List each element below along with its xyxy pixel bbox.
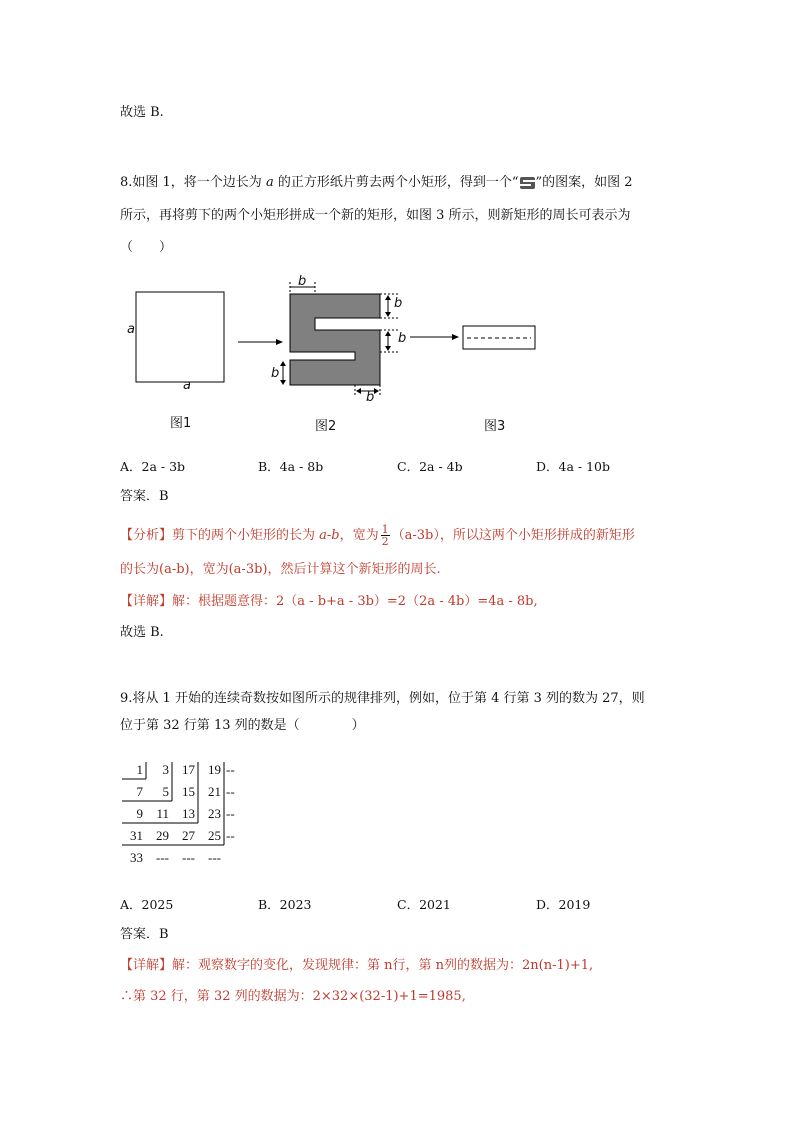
analysis-text-d: （a-3b），所以这两个小矩形拼成的新矩形 xyxy=(391,528,635,543)
q9-option-d: D．2019 xyxy=(536,897,591,912)
q8-answer-text: 答案．B xyxy=(120,489,169,504)
q8-answer xyxy=(120,488,169,506)
q9-option-b: B．2023 xyxy=(258,897,312,912)
grid-cell: 11 xyxy=(156,806,169,821)
grid-cell: 9 xyxy=(136,806,143,821)
fig2-b-top: b xyxy=(298,274,307,289)
previous-conclusion: 故选 B. xyxy=(120,105,164,120)
fig2-b-right-upper: b xyxy=(394,296,403,311)
grid-cell: --- xyxy=(156,850,169,865)
q9-detail xyxy=(120,957,593,975)
q8-detail xyxy=(120,593,538,611)
dim-arrowhead xyxy=(374,388,379,394)
q8-option-c: C．2a - 4b xyxy=(397,459,463,474)
q9-detail-text: 解：观察数字的变化，发现规律：第 n行，第 n列的数据为：2n(n-1)+1, xyxy=(172,958,594,973)
fraction-one-half xyxy=(381,524,390,547)
analysis-text-a: 剪下的两个小矩形的长为 xyxy=(172,528,320,543)
q8-text-b: 的正方形纸片剪去两个小矩形，得到一个“ xyxy=(273,175,519,190)
q9-line-2: 位于第 32 行第 13 列的数是（ ） xyxy=(120,718,365,733)
grid-cell: 27 xyxy=(182,828,195,843)
grid-cell: -- xyxy=(226,784,235,799)
grid-cell: 25 xyxy=(208,828,221,843)
grid-cell: 3 xyxy=(162,762,169,777)
fig3-label: 图3 xyxy=(484,419,506,434)
q8-conclusion: 故选 B. xyxy=(120,625,164,640)
q8-option-a: A．2a - 3b xyxy=(120,459,186,474)
q8-analysis-tag: 【分析】 xyxy=(120,528,173,543)
q9-option-a: A．2025 xyxy=(120,897,174,912)
grid-cell: 19 xyxy=(208,762,221,777)
grid-cell: -- xyxy=(226,762,235,777)
grid-cell: 31 xyxy=(130,828,143,843)
fig1-square xyxy=(136,292,224,382)
q9-option-c: C．2021 xyxy=(397,897,451,912)
q9-answer: 答案．B xyxy=(120,927,169,942)
q8-var-a: a xyxy=(265,175,274,190)
grid-cell: 33 xyxy=(130,850,143,865)
grid-cell: 15 xyxy=(182,784,195,799)
q8-analysis-line-1 xyxy=(120,524,635,547)
dim-arrowhead xyxy=(385,312,391,317)
fig2-label: 图2 xyxy=(315,419,337,434)
grid-cell: 29 xyxy=(156,828,169,843)
grid-cell: -- xyxy=(226,806,235,821)
grid-cell: 1 xyxy=(136,762,143,777)
frac-num: 1 xyxy=(381,523,389,536)
q8-option-b: B．4a - 8b xyxy=(258,459,324,474)
fig2-s-shape xyxy=(290,294,380,385)
dim-arrowhead xyxy=(356,388,361,394)
q9-detail-tag: 【详解】 xyxy=(120,958,173,973)
analysis-text-b: a-b xyxy=(319,528,340,543)
q8-text-c: ”的图案，如图 2 xyxy=(535,175,633,190)
fig2-b-right-lower: b xyxy=(398,331,407,346)
fig1-label: 图1 xyxy=(170,416,192,431)
grid-cell: 23 xyxy=(208,806,221,821)
grid-cell: --- xyxy=(182,850,195,865)
q8-analysis-line-2: 的长为(a-b)，宽为(a-3b)，然后计算这个新矩形的周长. xyxy=(120,562,441,577)
fig1-side-a-bottom: a xyxy=(183,378,191,393)
fig2-b-left: b xyxy=(271,366,280,381)
q8-detail-text: 解：根据题意得：2（a - b+a - 3b）=2（2a - 4b）=4a - 8b, xyxy=(172,594,538,609)
dim-arrowhead xyxy=(280,361,286,366)
grid-cell: 7 xyxy=(136,784,143,799)
grid-cell: --- xyxy=(208,850,221,865)
arrow-2-head xyxy=(452,334,459,340)
q8-text-a: 8.如图 1，将一个边长为 xyxy=(120,175,266,190)
q9-therefore: ∴第 32 行，第 32 列的数据为：2×32×(32-1)+1=1985, xyxy=(120,989,466,1004)
dim-arrowhead xyxy=(385,346,391,351)
grid-cell: 17 xyxy=(182,762,195,777)
q8-line-2: 所示，再将剪下的两个小矩形拼成一个新的矩形，如图 3 所示，则新矩形的周长可表示为 xyxy=(120,208,631,223)
q8-option-d: D．4a - 10b xyxy=(536,459,611,474)
arrow-1-head xyxy=(276,339,283,345)
q8-line-3: （ ） xyxy=(120,240,173,255)
grid-cell: 13 xyxy=(182,806,195,821)
dim-arrowhead xyxy=(385,331,391,336)
grid-cell: -- xyxy=(226,828,235,843)
grid-cell: 21 xyxy=(208,784,221,799)
frac-den: 2 xyxy=(381,535,389,548)
q8-figures xyxy=(0,0,794,440)
q9-line-1: 9.将从 1 开始的连续奇数按如图所示的规律排列，例如，位于第 4 行第 3 列的数为 27，则 xyxy=(120,691,645,706)
dim-arrowhead xyxy=(385,295,391,300)
fig2-b-bottom: b xyxy=(366,390,375,405)
q8-detail-tag: 【详解】 xyxy=(120,594,173,609)
dim-arrowhead xyxy=(280,380,286,385)
grid-cell: 5 xyxy=(162,784,169,799)
fig1-side-a-left: a xyxy=(127,322,135,337)
analysis-text-c: ，宽为 xyxy=(339,528,379,543)
